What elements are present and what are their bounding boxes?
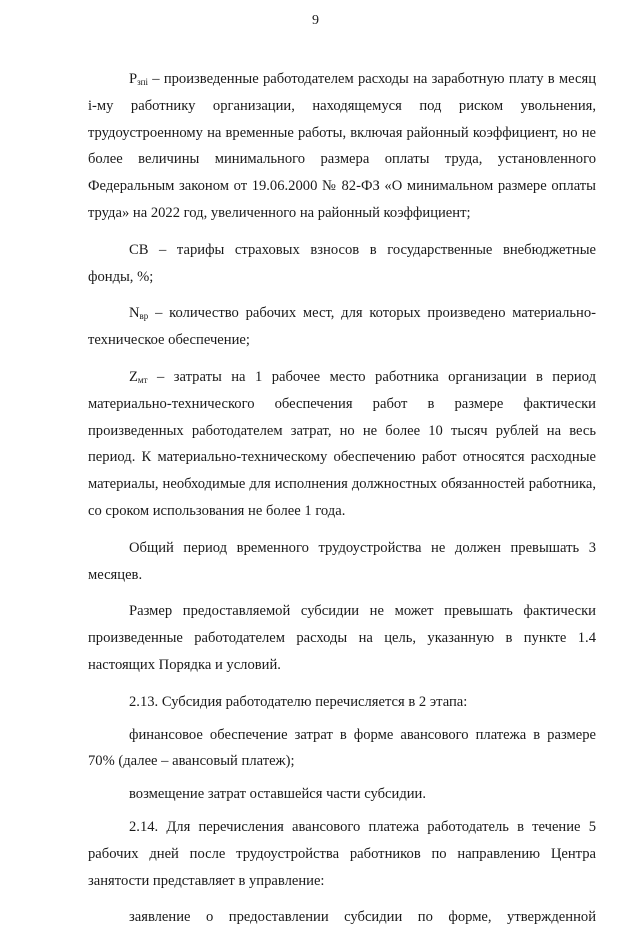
page-number: 9: [312, 13, 319, 28]
stage-reimbursement: возмещение затрат оставшейся части субсидии.: [129, 786, 427, 803]
definition-nvr-text: – количество рабочих мест, для которых произведено материально-техническое обеспечение;: [88, 305, 596, 349]
subscript-zpi: зпі: [137, 77, 148, 87]
symbol-z: Z: [129, 368, 138, 385]
definition-nvr: [88, 300, 596, 354]
definition-sv: СВ – тарифы страховых взносов в государственные внебюджетные фонды, %;: [88, 241, 596, 285]
stage-advance-payment: финансовое обеспечение затрат в форме авансового платежа в размере 70% (далее – авансовый платеж);: [88, 726, 596, 770]
symbol-p: P: [129, 71, 138, 87]
definition-zmt-text: – затраты на 1 рабочее место работника организации в период материально-технического обеспечения работ в размере фактически произведенных работодателем затрат, но не более 10 тысяч рублей на весь период. К материально-техническому обеспечению работ относятся расходные материалы, необходимые для исполнения должностных обязанностей работника, со сроком использования не более 1 года.: [88, 368, 596, 519]
subscript-vr: вр: [139, 311, 149, 322]
document-body: [88, 66, 596, 931]
application-paragraph: заявление о предоставлении субсидии по форме, утвержденной: [129, 909, 596, 926]
symbol-n: N: [129, 305, 140, 322]
definition-pzpi: [88, 66, 596, 227]
subsidy-limit-paragraph: Размер предоставляемой субсидии не может превышать фактически произведенные работодателем расходы на цель, указанную в пункте 1.4 настоящих Порядка и условий.: [88, 603, 596, 673]
clause-2-14: 2.14. Для перечисления авансового платежа работодатель в течение 5 рабочих дней после трудоустройства работников по направлению Центра занятости представляет в управление:: [88, 818, 596, 889]
clause-2-13: 2.13. Субсидия работодателю перечисляется в 2 этапа:: [129, 693, 468, 710]
employment-period-paragraph: Общий период временного трудоустройства не должен превышать 3 месяцев.: [88, 539, 596, 583]
definition-pzpi-text: – произведенные работодателем расходы на заработную плату в месяц i-му работнику организации, находящемуся под риском увольнения, трудоустроенному на временные работы, включая районный коэффициент, но не более величины минимального размера оплаты труда, установленного Федеральным законом от 19.06.2000 № 82-ФЗ «О минимальном размере оплаты труда» на 2022 год, увеличенного на районный коэффициент;: [88, 71, 596, 221]
definition-zmt: [88, 364, 596, 525]
subscript-mt: мт: [137, 374, 148, 385]
